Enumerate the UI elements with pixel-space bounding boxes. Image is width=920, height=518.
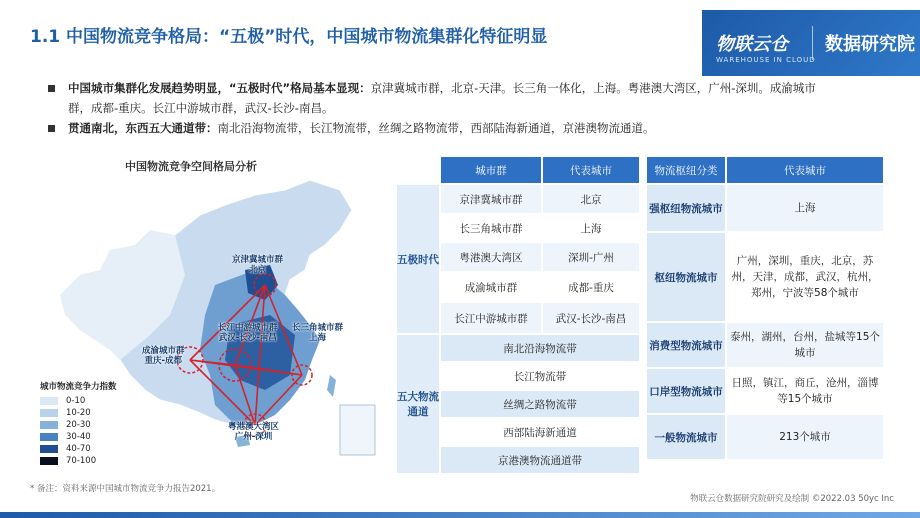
bullet-bold: 中国城市集群化发展趋势明显，“五极时代”格局基本显现： [68, 81, 371, 95]
legend-item [40, 455, 117, 467]
cluster-table [395, 155, 641, 475]
table-cell-cluster: 京津冀城市群 [441, 185, 541, 213]
label-ygadwq-name: 粤港澳大湾区 [228, 422, 280, 432]
label-csj-city: 上海 [309, 333, 327, 343]
map-title: 中国物流竞争空间格局分析 [125, 160, 257, 173]
page-title: 1.1 中国物流竞争格局：“五极”时代，中国城市物流集群化特征明显 [30, 27, 548, 47]
bullet-list [48, 78, 828, 138]
label-cjzy [218, 323, 278, 343]
table-cell-city: 上海 [543, 215, 639, 241]
legend-swatch [40, 421, 58, 429]
logo-subtitle: WAREHOUSE IN CLOUD [716, 56, 816, 64]
logo-right-text: 数据研究院 [825, 34, 915, 55]
table-cell-hub-cities: 日照，镇江，商丘，沧州，淄博等15个城市 [727, 369, 883, 413]
table-corner [397, 157, 439, 183]
label-cjzy-name: 长江中游城市群 [218, 323, 278, 333]
table-cell-channel: 南北沿海物流带 [441, 335, 639, 361]
footer-source: 物联云仓数据研究院研究及绘制 ©2022.03 50yc Inc [690, 494, 894, 504]
table-cell-hub-cities: 上海 [727, 185, 883, 231]
table-cell-city: 成都-重庆 [543, 273, 639, 301]
table-header-hub-type: 物流枢纽分类 [647, 157, 725, 183]
table-cell-hub-type: 一般物流城市 [647, 415, 725, 459]
legend-label: 10-20 [66, 408, 91, 418]
label-cy-city: 重庆-成都 [144, 356, 183, 366]
legend-swatch [40, 457, 58, 465]
legend-swatch [40, 397, 58, 405]
legend-label: 0-10 [66, 396, 86, 406]
table-header-city: 代表城市 [543, 157, 639, 183]
table-header-hub-city: 代表城市 [727, 157, 883, 183]
brand-logo [702, 10, 920, 76]
table-cell-city: 武汉-长沙-南昌 [543, 303, 639, 333]
table-cell-cluster: 粤港澳大湾区 [441, 243, 541, 271]
label-cy-name: 成渝城市群 [142, 346, 185, 356]
table-cell-city: 深圳-广州 [543, 243, 639, 271]
logo-left-text: 物联云仓 [716, 34, 788, 55]
table-cell-channel: 西部陆海新通道 [441, 419, 639, 445]
legend-item [40, 431, 117, 443]
label-ygadwq [228, 422, 279, 442]
label-jjj-city: 北京 [249, 265, 267, 275]
table-cell-channel: 长江物流带 [441, 363, 639, 389]
legend-label: 40-70 [66, 444, 91, 454]
table-cell-cluster: 长江中游城市群 [441, 303, 541, 333]
label-cjzy-city: 武汉-长沙-南昌 [218, 333, 277, 343]
legend-item [40, 395, 117, 407]
legend-item [40, 407, 117, 419]
legend-item [40, 443, 117, 455]
legend-swatch [40, 409, 58, 417]
footnote: * 备注：资料来源中国城市物流竞争力报告2021。 [30, 484, 221, 494]
table-cell-hub-type: 口岸型物流城市 [647, 369, 725, 413]
map-legend [40, 380, 117, 467]
bullet-item [48, 118, 828, 138]
legend-label: 70-100 [66, 456, 97, 466]
label-jjj-name: 京津冀城市群 [232, 255, 284, 265]
label-jjj [232, 255, 283, 275]
bullet-text: 南北沿海物流带，长江物流带，丝绸之路物流带，西部陆海新通道，京港澳物流通道。 [217, 121, 655, 135]
legend-label: 30-40 [66, 432, 91, 442]
legend-swatch [40, 433, 58, 441]
table-cell-city: 北京 [543, 185, 639, 213]
legend-swatch [40, 445, 58, 453]
taiwan-island [327, 375, 336, 397]
table-cell-hub-type: 枢纽物流城市 [647, 233, 725, 321]
table-cell-hub-cities: 213个城市 [727, 415, 883, 459]
table-cell-channel: 京港澳物流通道带 [441, 447, 639, 473]
legend-label: 20-30 [66, 420, 91, 430]
label-csj-name: 长三角城市群 [292, 323, 344, 333]
table-header-cluster: 城市群 [441, 157, 541, 183]
table-cell-hub-type: 消费型物流城市 [647, 323, 725, 367]
south-china-sea-inset [340, 405, 375, 455]
table-cell-channel: 丝绸之路物流带 [441, 391, 639, 417]
footer-bar [0, 512, 920, 518]
label-ygadwq-city: 广州-深圳 [234, 432, 273, 442]
group-five-channels: 五大物流通道 [397, 335, 439, 473]
group-five-poles: 五极时代 [397, 185, 439, 333]
table-cell-hub-type: 强枢纽物流城市 [647, 185, 725, 231]
table-cell-hub-cities: 广州，深圳，重庆，北京，苏州，天津，成都，武汉，杭州，郑州，宁波等58个城市 [727, 233, 883, 321]
legend-title: 城市物流竞争力指数 [40, 382, 117, 392]
hub-table [645, 155, 885, 461]
table-cell-cluster: 长三角城市群 [441, 215, 541, 241]
table-cell-cluster: 成渝城市群 [441, 273, 541, 301]
bullet-text: 京津冀城市群，北京-天津。长三角一体化，上海。粤港澳大湾区，广州-深圳。成渝城市群，成都-重庆。长江中游城市群，武汉-长沙-南昌。 [68, 81, 816, 115]
label-csj [292, 323, 343, 343]
legend-item [40, 419, 117, 431]
bullet-item [48, 78, 828, 118]
table-cell-hub-cities: 泰州，湖州，台州，盐城等15个城市 [727, 323, 883, 367]
bullet-bold: 贯通南北，东西五大通道带： [68, 121, 218, 135]
label-cy [142, 346, 185, 366]
